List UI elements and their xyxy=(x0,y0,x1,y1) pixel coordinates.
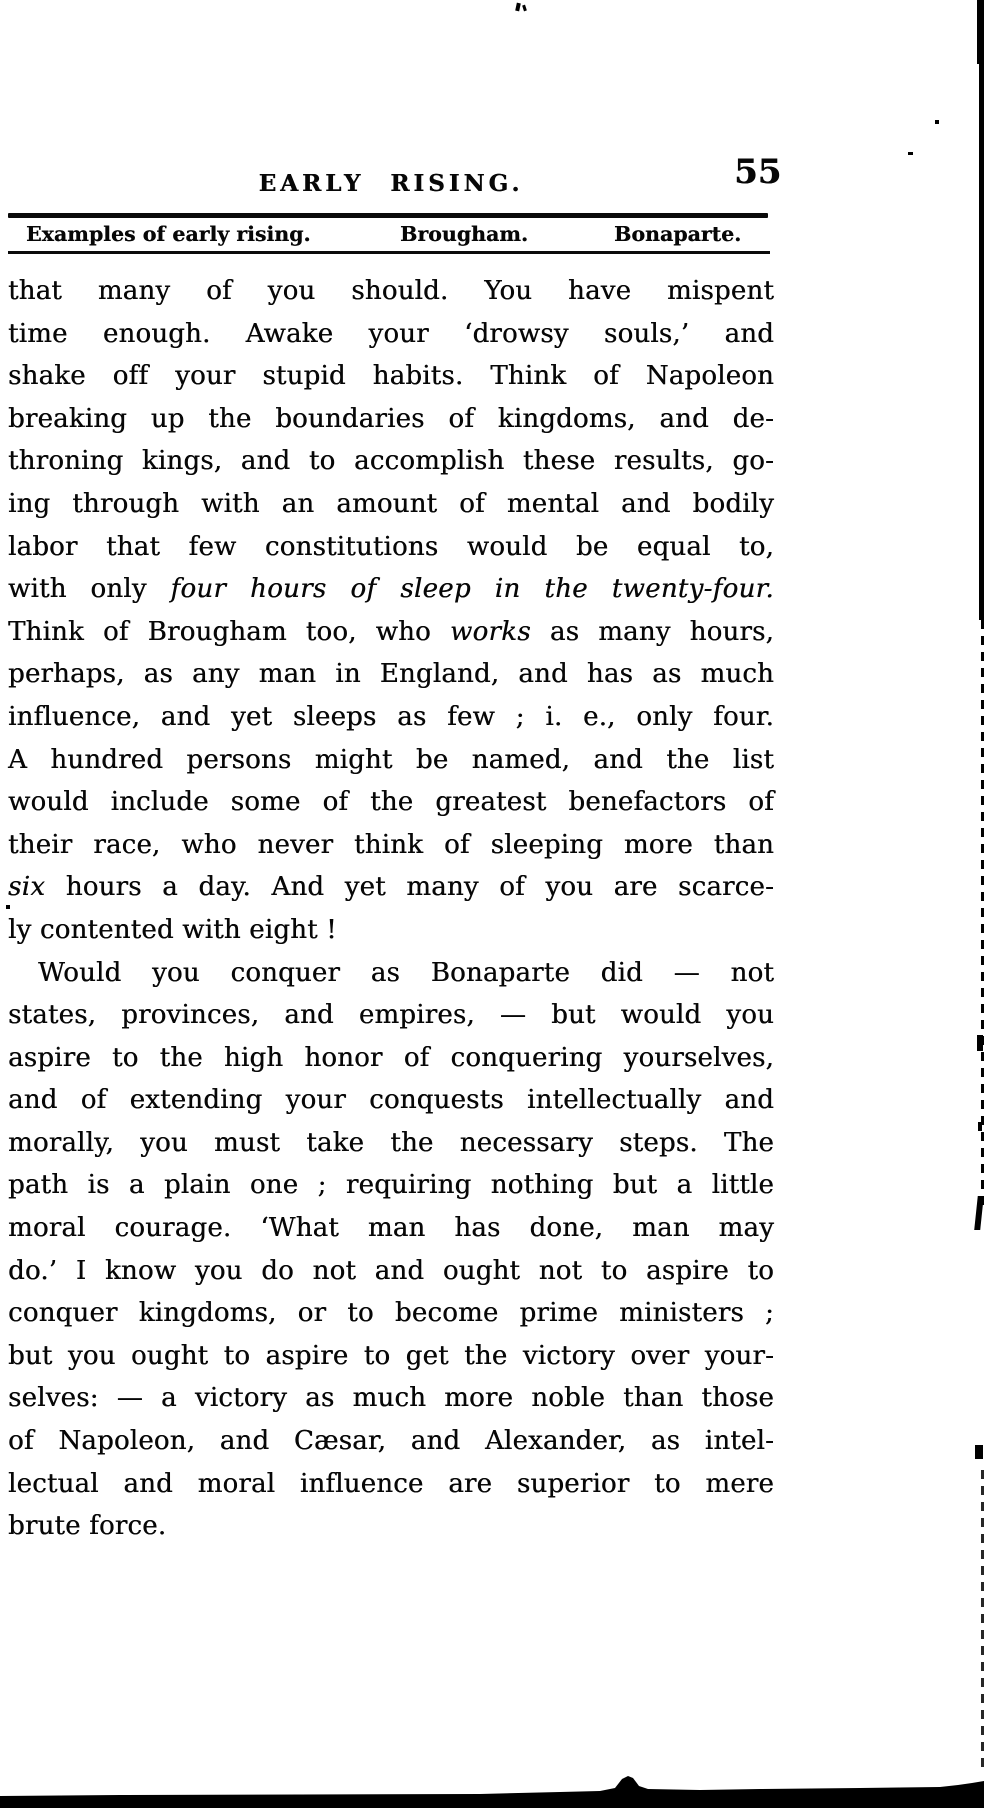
body-line: breaking up the boundaries of kingdoms, and de- xyxy=(8,403,774,434)
body-line: shake off your stupid habits. Think of Napoleon xyxy=(8,361,774,392)
page-number: 55 xyxy=(734,152,782,192)
scan-speck xyxy=(522,5,527,12)
body-line: but you ought to aspire to get the victory over your- xyxy=(8,1340,774,1371)
body-line: with only four hours of sleep in the twenty-four. xyxy=(8,574,774,605)
header-rule-bottom xyxy=(8,251,770,254)
scan-speck xyxy=(908,152,913,155)
scan-speck xyxy=(978,1122,982,1131)
body-line: perhaps, as any man in England, and has as much xyxy=(8,659,774,690)
body-line: ly contented with eight ! xyxy=(8,914,337,945)
body-line: throning kings, and to accomplish these results, go- xyxy=(8,446,774,477)
body-line: six hours a day. And yet many of you are scarce- xyxy=(8,872,774,903)
body-line: Would you conquer as Bonaparte did — not xyxy=(38,957,774,988)
column-header-bonaparte: Bonaparte. xyxy=(614,222,742,246)
body-line: selves: — a victory as much more noble than those xyxy=(8,1383,774,1414)
body-line: would include some of the greatest benefactors of xyxy=(8,787,774,818)
header-rule-top xyxy=(8,213,768,218)
body-line: aspire to the high honor of conquering yourselves, xyxy=(8,1042,774,1073)
scan-speck xyxy=(515,3,521,12)
body-line: moral courage. ‘What man has done, man may xyxy=(8,1213,774,1244)
scan-edge-right xyxy=(977,0,984,64)
body-line: do.’ I know you do not and ought not to aspire to xyxy=(8,1255,774,1286)
scan-speck xyxy=(977,1035,983,1051)
column-header-brougham: Brougham. xyxy=(400,222,529,246)
body-line: labor that few constitutions would be equal to, xyxy=(8,531,774,562)
column-header-examples: Examples of early rising. xyxy=(26,222,311,246)
body-line: influence, and yet sleeps as few ; i. e., only four. xyxy=(8,701,774,732)
scan-edge-bottom xyxy=(0,1766,984,1808)
body-line: and of extending your conquests intellectually and xyxy=(8,1085,774,1116)
scan-speck xyxy=(974,1196,984,1230)
body-line: brute force. xyxy=(8,1511,167,1542)
body-text xyxy=(8,270,774,1548)
scan-speck xyxy=(935,120,939,124)
body-line: A hundred persons might be named, and the list xyxy=(8,744,774,775)
body-line: ing through with an amount of mental and bodily xyxy=(8,488,774,519)
body-line: time enough. Awake your ‘drowsy souls,’ and xyxy=(8,318,774,349)
scan-edge-right xyxy=(979,60,984,620)
scan-speck xyxy=(975,1445,983,1459)
body-line: lectual and moral influence are superior to mere xyxy=(8,1468,774,1499)
body-line: Think of Brougham too, who works as many hours, xyxy=(8,616,775,647)
body-line: path is a plain one ; requiring nothing but a little xyxy=(8,1170,774,1201)
running-head-title: EARLY RISING. xyxy=(258,170,524,197)
body-line: conquer kingdoms, or to become prime ministers ; xyxy=(8,1298,774,1329)
body-line: their race, who never think of sleeping more than xyxy=(8,829,774,860)
body-line: of Napoleon, and Cæsar, and Alexander, as intel- xyxy=(8,1426,774,1457)
body-line: that many of you should. You have mispent xyxy=(8,276,774,306)
body-line: morally, you must take the necessary steps. The xyxy=(8,1127,774,1158)
body-line: states, provinces, and empires, — but would you xyxy=(8,1000,774,1031)
scan-speck xyxy=(6,905,10,909)
